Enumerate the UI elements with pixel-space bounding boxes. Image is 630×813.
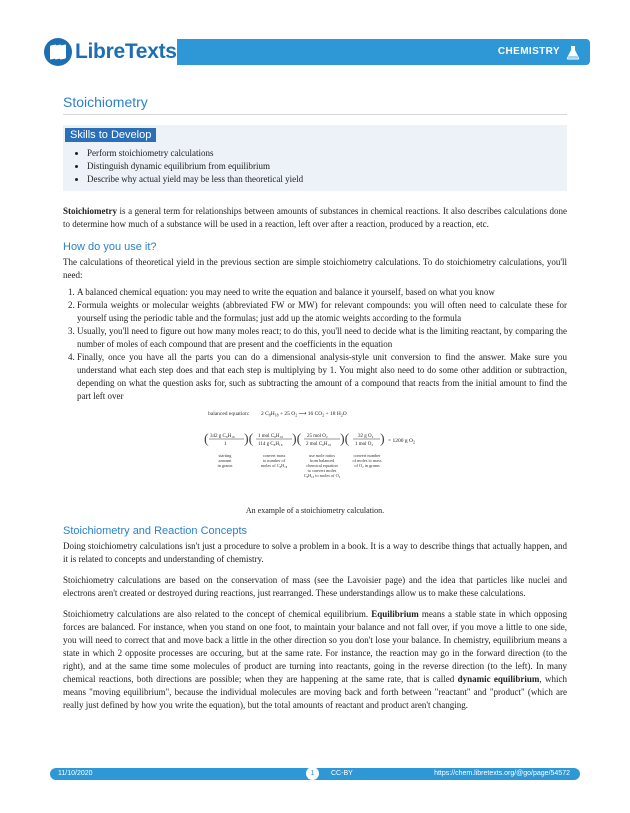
svg-text:balanced equation:: balanced equation: [208,411,250,417]
svg-text:1 mol C₈H₁₈: 1 mol C₈H₁₈ [258,434,283,439]
svg-text:): ) [380,432,385,447]
skills-box [63,125,567,191]
svg-text:2 C8H18 + 25 O2 ⟶ 16 CO2 + 18: 2 $C_8H_{18} + 25$ $O_2$ ⟶ 16 $CO_2 + 18$ $H_2O$ [261,411,347,418]
svg-text:= 1200 g O2: = 1200 g $O_2$ [388,438,415,445]
svg-text:from balanced: from balanced [309,458,335,463]
concepts-paragraph-1: Doing stoichiometry calculations isn't just a procedure to solve a problem in a book. It is a way to describe things that actually happen, and it is related to concepts and understanding of chemistry. [63,541,567,564]
svg-text:342 g C₈H₁₈: 342 g C₈H₁₈ [210,434,235,439]
svg-text:convert number: convert number [353,453,381,458]
subject-banner [177,39,590,65]
svg-text:)(: )( [292,432,302,447]
svg-text:)(: )( [244,432,254,447]
svg-text:to convert moles: to convert moles [307,468,337,473]
section-heading-concepts: Stoichiometry and Reaction Concepts [63,525,248,537]
page-footer [50,768,580,780]
list-item: 2. Formula weights or molecular weights (abbreviated FW or MW) for relevant compounds: you will often need to calculate these for yourself using the periodic table and the formulas; just add up the atomic weights according to the formula [77,299,567,325]
list-item: 1. A balanced chemical equation: you may need to write the equation and balance it yourself, based on what you know [77,286,567,299]
stoichiometry-figure [63,407,567,515]
logo-text: LibreTexts [75,40,177,63]
flask-icon [566,45,580,60]
page-title: Stoichiometry [63,94,567,115]
svg-text:114 g C₈H₁₈: 114 g C₈H₁₈ [258,442,283,447]
steps-list [63,286,567,403]
svg-text:(: ( [204,432,209,447]
main-content [63,88,567,720]
footer-date: 11/10/2020 [58,769,93,777]
svg-text:in grams: in grams [217,463,233,468]
svg-text:)(: )( [340,432,350,447]
svg-text:chemical equation: chemical equation [306,463,338,468]
svg-text:C₈H₁₈ to moles of O₂: C₈H₁₈ to moles of O₂ [303,473,341,478]
page-number: 1 [306,767,319,780]
libretexts-logo[interactable] [44,36,182,68]
svg-text:starting: starting [218,453,232,458]
section-heading-how: How do you use it? [63,241,157,253]
svg-text:use mole ratios: use mole ratios [308,453,336,458]
concepts-paragraph-3: Stoichiometry calculations are also related to the concept of chemical equilibrium. Equilibrium means a stable state in which opposing forces are balanced. For instance, when you stand on one foot, to maintain your balance and not fall over, if you move a little to one side, you will need to correct that and move back a little in the other direction so you don't lose your balance. In chemistry, equilibrium means a state in which 2 opposite processes are occuring, but at the same rate. For instance, the reaction may go in the forward direction (to the right), and at the same time some molecules of product are turning into reactants, going in the reverse direction (to the left). In many chemical reactions, both directions are possible; when they are happening at the same rate, that is called dynamic equilibrium, which means "moving equilibrium", because the individual molecules are moving back and forth between "reactant" and "product" (which are really just defined by how you write the equation), but the total amounts of reactant and product aren't changing. [63,609,568,710]
list-item: • Describe why actual yield may be less than theoretical yield [87,173,567,186]
figure-caption: An example of a stoichiometry calculation. [245,506,385,515]
list-item: 4. Finally, once you have all the parts you can do a dimensional analysis-style unit conversion to find the answer. Make sure you understand what each step does and that each step is multiplying by 1. You might also need to do some other addition or subtraction, depending on what the question asks for, such as subtracting the amount of a compound that reacts from the initial amount to find the part left over [77,351,567,403]
svg-text:2 mol C₈H₁₈: 2 mol C₈H₁₈ [306,442,331,447]
page-header [44,36,590,68]
svg-text:25 mol O₂: 25 mol O₂ [307,434,328,439]
license-label: CC-BY [331,769,353,777]
concepts-paragraph-2: Stoichiometry calculations are based on the conservation of mass (see the Lavoisier page) and the idea that particles like nuclei and electrons aren't created or destroyed during reactions, just rearranged. These understandings allow us to make these calculations. [63,575,567,598]
list-item: • Distinguish dynamic equilibrium from equilibrium [87,160,567,173]
book-logo-icon [44,38,72,66]
subject-label: CHEMISTRY [497,46,560,57]
svg-text:of moles to mass: of moles to mass [352,458,382,463]
skills-title: Skills to Develop [65,128,156,142]
svg-text:convert mass: convert mass [262,453,286,458]
svg-text:moles of C₈H₁₈: moles of C₈H₁₈ [260,463,288,468]
svg-text:32 g O₂: 32 g O₂ [358,434,374,439]
calculation-diagram [200,407,430,499]
svg-text:1 mol O₂: 1 mol O₂ [355,442,374,447]
section1-lead: The calculations of theoretical yield in the previous section are simple stoichiometry calculations. To do stoichiometry calculations, you'll need: [63,257,567,280]
svg-text:of O₂ in grams: of O₂ in grams [354,463,380,468]
svg-text:1: 1 [224,442,227,447]
svg-text:amount: amount [218,458,232,463]
skills-list [63,147,567,186]
intro-paragraph: Stoichiometry is a general term for relationships between amounts of substances in chemical reactions. It also describes calculations done to determine how much of a substance will be used in a reaction, left over after a reaction, produced by a reaction, etc. [63,206,567,229]
list-item: • Perform stoichiometry calculations [87,147,567,160]
list-item: 3. Usually, you'll need to figure out how many moles react; to do this, you'll need to decide what is the limiting reactant, by comparing the number of moles of each compound that are present and the coefficients in the equation [77,325,567,351]
svg-text:to number of: to number of [262,458,286,463]
page-url-link[interactable]: https://chem.libretexts.org/@go/page/54572 [434,769,570,777]
